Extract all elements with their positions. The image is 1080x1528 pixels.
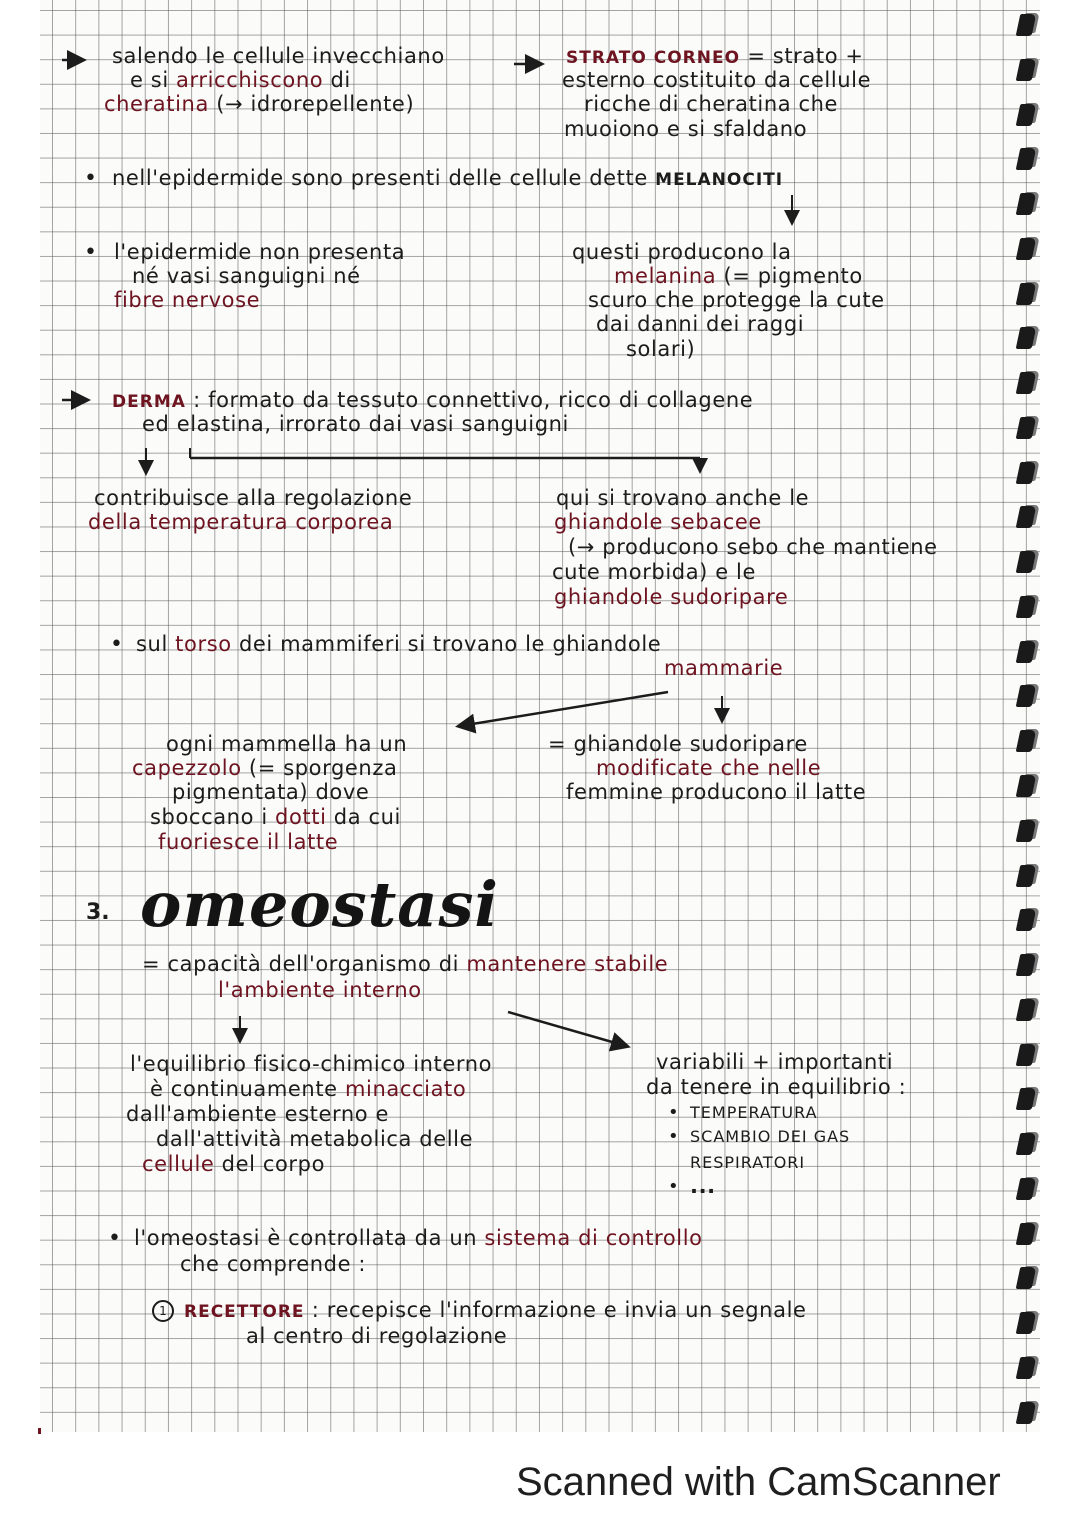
spiral-ring-icon (1016, 1267, 1037, 1289)
note-control-line2: che comprende : (180, 1252, 367, 1276)
section-title: omeostasi (140, 868, 499, 941)
note-no-vessels-line1: l'epidermide non presenta (114, 240, 406, 264)
spiral-ring-icon (1016, 641, 1037, 663)
note-melanina-line2 (614, 264, 863, 289)
note-equilibrio-line5 (142, 1152, 325, 1177)
text: = strato + (740, 44, 864, 68)
note-strato-corneo-line2: esterno costituito da cellule (562, 68, 872, 92)
term-recettore: RECETTORE (184, 1302, 305, 1322)
bullet-icon: • (108, 1226, 121, 1251)
text: : recepisce l'informazione e invia un segnale (304, 1298, 807, 1322)
text: sul (136, 632, 176, 656)
note-equilibrio-line3: dall'ambiente esterno e (126, 1102, 390, 1126)
bullet-icon: • (110, 632, 123, 657)
term-sistema-di-controllo: sistema di controllo (484, 1226, 703, 1250)
spiral-ring-icon (1016, 954, 1037, 976)
spiral-ring-icon (1016, 685, 1037, 707)
section-number: 3. (86, 900, 110, 925)
variable-item: ... (690, 1174, 716, 1198)
text: sboccano i (150, 805, 276, 829)
note-definition-line1 (142, 952, 668, 977)
note-definition-line2: l'ambiente interno (218, 978, 422, 1002)
note-derma-left-line1: contribuisce alla regolazione (94, 486, 413, 510)
note-equilibrio-line1: l'equilibrio fisico-chimico interno (130, 1052, 493, 1076)
spiral-ring-icon (1016, 730, 1037, 752)
note-recettore-line1 (184, 1298, 807, 1325)
note-mammella-line4 (150, 805, 401, 830)
spiral-ring-icon (1016, 1357, 1037, 1379)
spiral-ring-icon (1016, 193, 1037, 215)
term-cellule: cellule (142, 1152, 215, 1176)
spiral-ring-icon (1016, 104, 1037, 126)
term-melanina: melanina (614, 264, 717, 288)
spiral-ring-icon (1016, 1312, 1037, 1334)
term-capezzolo: capezzolo (132, 756, 242, 780)
spiral-ring-icon (1016, 148, 1037, 170)
note-derma-right-line3: (→ producono sebo che mantiene (568, 535, 938, 559)
scanner-watermark: Scanned with CamScanner (516, 1460, 1001, 1504)
note-melanina-line1: questi producono la (572, 240, 792, 264)
note-derma-right-line5: ghiandole sudoripare (554, 585, 789, 609)
text: (= sporgenza (241, 756, 398, 780)
spiral-ring-icon (1016, 1178, 1037, 1200)
note-derma-line1 (112, 388, 753, 415)
note-mammary-line2: mammarie (664, 656, 784, 680)
text: : formato da tessuto connettivo, ricco di collagene (185, 388, 754, 412)
text: è continuamente (150, 1077, 345, 1101)
note-mammella-line3: pigmentata) dove (172, 780, 370, 804)
note-derma-right-line4: cute morbida) e le (552, 560, 757, 584)
text: dei mammiferi si trovano le ghiandole (231, 632, 662, 656)
term-dotti: dotti (275, 805, 327, 829)
note-mammella-line1: ogni mammella ha un (166, 732, 408, 756)
term-minacciato: minacciato (344, 1077, 467, 1101)
note-no-vessels-line3: fibre nervose (114, 288, 261, 312)
term-torso: torso (175, 632, 232, 656)
highlight-term: arricchiscono (176, 68, 324, 92)
note-mammary-line1 (136, 632, 661, 657)
variable-item: RESPIRATORI (690, 1153, 806, 1172)
note-derma-right-line2: ghiandole sebacee (554, 510, 762, 534)
text: del corpo (214, 1152, 326, 1176)
text: da cui (326, 805, 401, 829)
note-control-line1 (134, 1226, 703, 1251)
text: nell'epidermide sono presenti delle cellule dette (112, 166, 656, 190)
note-no-vessels-line2: né vasi sanguigni né (132, 264, 361, 288)
spiral-ring-icon (1016, 865, 1037, 887)
bullet-icon: • (668, 1102, 679, 1123)
spiral-ring-icon (1016, 551, 1037, 573)
note-salendo-line3 (104, 92, 414, 117)
note-variabili-line1: variabili + importanti (656, 1050, 894, 1074)
note-strato-corneo-line1 (566, 44, 864, 71)
spiral-ring-icon (1016, 506, 1037, 528)
bullet-icon: • (668, 1126, 679, 1147)
note-equilibrio-line2 (150, 1077, 466, 1102)
note-derma-right-line1: qui si trovano anche le (556, 486, 810, 510)
spiral-ring-icon (1016, 14, 1037, 36)
note-salendo-line1: salendo le cellule invecchiano (112, 44, 445, 68)
spiral-ring-icon (1016, 462, 1037, 484)
note-sudoripare-line1: = ghiandole sudoripare (548, 732, 808, 756)
spiral-ring-icon (1016, 417, 1037, 439)
spiral-ring-icon (1016, 596, 1037, 618)
bullet-icon: • (668, 1176, 679, 1197)
spiral-ring-icon (1016, 775, 1037, 797)
spiral-ring-icon (1016, 1044, 1037, 1066)
spiral-ring-icon (1016, 327, 1037, 349)
spiral-ring-icon (1016, 238, 1037, 260)
spiral-ring-icon (1016, 59, 1037, 81)
note-melanociti (112, 166, 783, 193)
note-variabili-line2: da tenere in equilibrio : (646, 1075, 907, 1099)
spiral-ring-icon (1016, 999, 1037, 1021)
text: = capacità dell'organismo di (142, 952, 467, 976)
spiral-ring-icon (1016, 1223, 1037, 1245)
term-mantenere-stabile: mantenere stabile (466, 952, 669, 976)
text: di (323, 68, 351, 92)
note-mammella-line5: fuoriesce il latte (158, 830, 339, 854)
term-melanociti: MELANOCITI (655, 170, 784, 190)
note-recettore-line2: al centro di regolazione (246, 1324, 508, 1348)
spiral-ring-icon (1016, 283, 1037, 305)
variable-item: SCAMBIO DEI GAS (690, 1127, 851, 1146)
spiral-binding (1018, 14, 1042, 1424)
spiral-ring-icon (1016, 909, 1037, 931)
spiral-ring-icon (1016, 1133, 1037, 1155)
note-melanina-line3: scuro che protegge la cute (588, 288, 885, 312)
bullet-icon: • (84, 240, 97, 265)
note-strato-corneo-line4: muoiono e si sfaldano (564, 117, 808, 141)
note-derma-line2: ed elastina, irrorato dai vasi sanguigni (142, 412, 569, 436)
note-equilibrio-line4: dall'attività metabolica delle (156, 1127, 474, 1151)
note-sudoripare-line3: femmine producono il latte (566, 780, 867, 804)
variable-item: TEMPERATURA (690, 1103, 818, 1122)
text: l'omeostasi è controllata da un (134, 1226, 485, 1250)
text: e si (130, 68, 177, 92)
note-mammella-line2 (132, 756, 397, 781)
page-mark (38, 1428, 41, 1434)
text: (→ idrorepellente) (208, 92, 415, 116)
spiral-ring-icon (1016, 820, 1037, 842)
highlight-term: cheratina (104, 92, 209, 116)
note-derma-left-line2: della temperatura corporea (88, 510, 394, 534)
note-sudoripare-line2: modificate che nelle (596, 756, 822, 780)
note-strato-corneo-line3: ricche di cheratina che (584, 92, 839, 116)
note-melanina-line4: dai danni dei raggi (596, 312, 805, 336)
numbered-circle-icon: 1 (152, 1300, 174, 1322)
bullet-icon: • (84, 166, 97, 191)
spiral-ring-icon (1016, 1402, 1037, 1424)
note-salendo-line2 (130, 68, 351, 93)
spiral-ring-icon (1016, 372, 1037, 394)
term-derma: DERMA (112, 392, 186, 412)
note-melanina-line5: solari) (626, 337, 696, 361)
notebook-page (40, 0, 1040, 1432)
text: (= pigmento (716, 264, 863, 288)
term-strato-corneo: STRATO CORNEO (566, 48, 741, 68)
spiral-ring-icon (1016, 1088, 1037, 1110)
